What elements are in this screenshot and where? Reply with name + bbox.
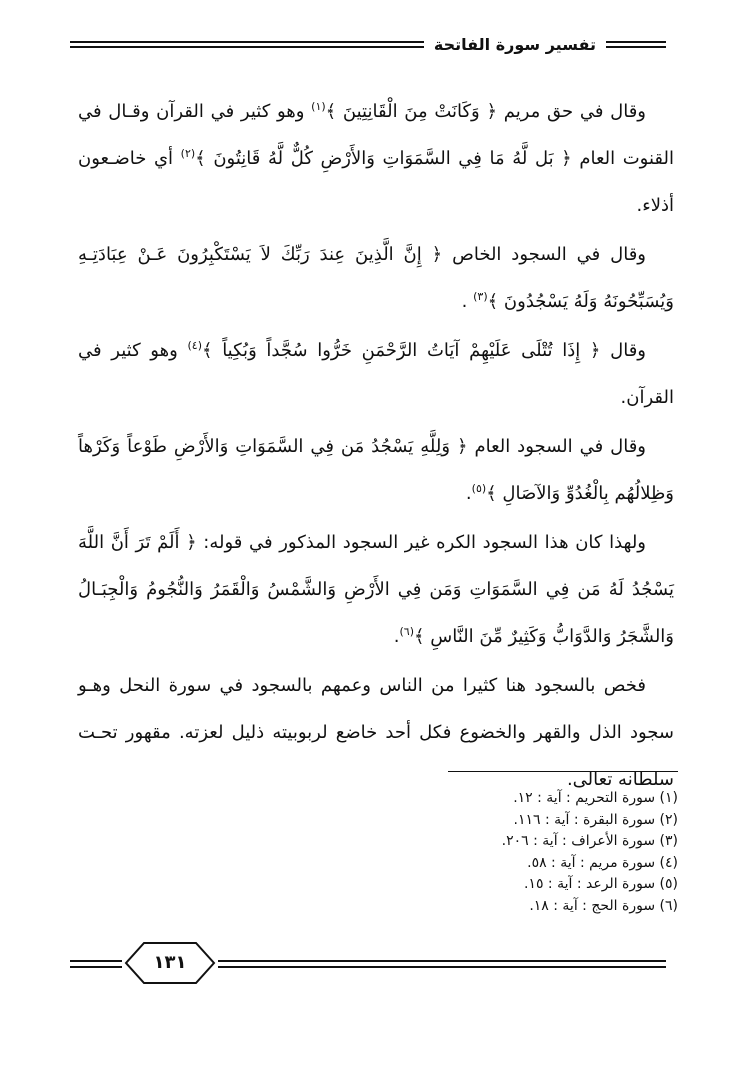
text-run: .	[461, 291, 474, 312]
footnote-ref: (٢)	[180, 147, 196, 160]
page-footer	[70, 940, 666, 990]
running-header	[70, 32, 666, 56]
footnote-item: (٢) سورة البقرة : آية : ١١٦.	[513, 811, 678, 828]
footnote-item: (٦) سورة الحج : آية : ١٨.	[529, 897, 678, 914]
footnote-separator	[448, 771, 678, 772]
header-rule-left	[70, 41, 424, 48]
text-run: وقال	[600, 340, 646, 361]
paragraph-qunut	[78, 88, 674, 229]
quran-quote: ﴿ أَلَمْ تَرَ أَنَّ اللَّهَ يَسْجُدُ لَهُ مَن فِي السَّمَوَاتِ وَمَن فِي الأَرْضِ وَالشَّمْسُ وَالْقَمَرُ وَالنُّجُومُ وَالْجِبَـالُ وَالشَّجَرُ وَالدَّوَابُّ وَكَثِيرٌ مِّنَ النَّاسِ ﴾	[78, 532, 674, 647]
text-run: فخص بالسجود هنا كثيرا من الناس وعمهم بالسجود في سورة النحل وهـو سجود الذل والقهر والخضوع فكل أحد خاضع لربوبيته ذليل لعزته. مقهور تحـت سلطانه تعالى.	[78, 675, 674, 790]
quran-quote: ﴿ وَكَانَتْ مِنَ الْقَانِتِينَ ﴾	[325, 101, 498, 122]
quran-quote: ﴿ وَلِلَّهِ يَسْجُدُ مَن فِي السَّمَوَاتِ وَالأَرْضِ طَوْعاً وَكَرْهاً وَظِلالُهُم بِالْغُدُوِّ وَالآصَالِ ﴾	[78, 436, 674, 504]
footnote-ref: (٤)	[187, 339, 202, 352]
text-run: وقال في السجود الخاص	[442, 244, 646, 265]
footnote-item: (١) سورة التحريم : آية : ١٢.	[513, 790, 678, 806]
text-run: ولهذا كان هذا السجود الكره غير السجود المذكور في قوله:	[196, 532, 646, 553]
text-run: أي خاضـعون أذلاء.	[78, 148, 674, 216]
page-number: ١٣١	[153, 952, 187, 973]
footnote-item: (٤) سورة مريم : آية : ٥٨.	[527, 854, 678, 871]
text-run: وقال في حق مريم	[497, 101, 646, 122]
header-title: تفسير سورة الفاتحة	[433, 34, 596, 54]
quran-quote: ﴿ بَل لَّهُ مَا فِي السَّمَوَاتِ وَالأَرْضِ كُلٌّ لَّهُ قَانِتُونَ ﴾	[195, 148, 572, 169]
footnotes-list	[278, 788, 678, 917]
text-run: وقال في السجود العام	[467, 436, 646, 457]
header-rule-right	[606, 41, 666, 48]
text-run: .	[465, 483, 472, 504]
paragraph-conclusion	[78, 662, 674, 803]
text-run: وهو كثير في القرآن.	[78, 340, 674, 408]
footnote-item: (٣) سورة الأعراف : آية : ٢٠٦.	[501, 833, 678, 849]
text-run: .	[393, 626, 400, 647]
footnote-item: (٥) سورة الرعد : آية : ١٥.	[523, 876, 678, 892]
quran-quote: ﴿ إِنَّ الَّذِينَ عِندَ رَبِّكَ لاَ يَسْتَكْبِرُونَ عَـنْ عِبَادَتِـهِ وَيُسَبِّحُونَهُ وَلَهُ يَسْجُدُونَ ﴾	[78, 244, 674, 312]
paragraph-general-prostration	[78, 423, 674, 517]
text-run: وهو كثير في القرآن وقـال في القنوت العام	[78, 101, 674, 169]
body-text	[78, 88, 674, 805]
paragraph-forced-prostration	[78, 519, 674, 660]
quran-quote: ﴿ إِذَا تُتْلَى عَلَيْهِمْ آيَاتُ الرَّحْمَنِ خَرُّوا سُجَّداً وَبُكِياً ﴾	[201, 340, 601, 361]
footnote-ref: (١)	[311, 100, 326, 113]
footnote-ref: (٣)	[473, 290, 488, 303]
page-number-badge	[122, 940, 218, 986]
paragraph-recitation	[78, 327, 674, 421]
paragraph-special-prostration	[78, 231, 674, 325]
footnote-ref: (٦)	[399, 625, 415, 638]
footnote-ref: (٥)	[471, 482, 487, 495]
